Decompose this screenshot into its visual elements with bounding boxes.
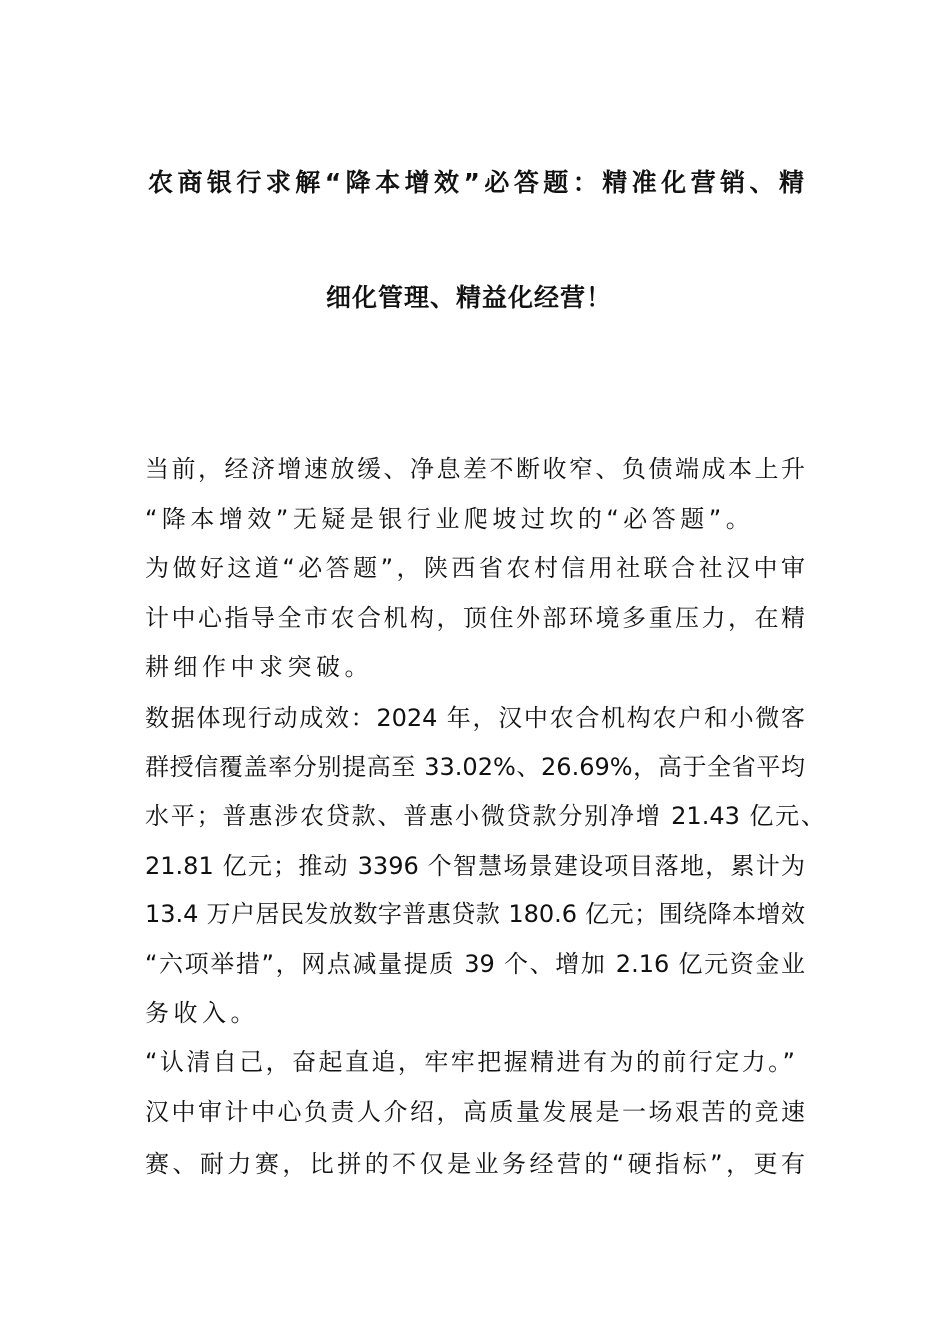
body-line: 数据体现行动成效：2024 年，汉中农合机构农户和小微客 [145,704,805,732]
body-line: 计中心指导全市农合机构，顶住外部环境多重压力，在精 [145,604,805,632]
body-line: 为做好这道“必答题”，陕西省农村信用社联合社汉中审 [145,554,805,582]
body-line: 13.4 万户居民发放数字普惠贷款 180.6 亿元；围绕降本增效 [145,900,805,928]
body-line: “认清自己，奋起直追，牢牢把握精进有为的前行定力。” [145,1048,795,1076]
document-title-line-1: 农商银行求解“降本增效”必答题：精准化营销、精 [148,168,804,197]
body-line: 赛、耐力赛，比拼的不仅是业务经营的“硬指标”，更有 [145,1150,805,1178]
body-line: 当前，经济增速放缓、净息差不断收窄、负债端成本上升 [145,455,805,483]
body-line: 水平；普惠涉农贷款、普惠小微贷款分别净增 21.43 亿元、 [145,802,825,830]
document-title-line-2: 细化管理、精益化经营！ [325,283,612,312]
body-line: 群授信覆盖率分别提高至 33.02%、26.69%，高于全省平均 [145,753,805,781]
body-line: 21.81 亿元；推动 3396 个智慧场景建设项目落地，累计为 [145,852,805,880]
body-line: 务收入。 [145,999,259,1027]
body-line: “降本增效”无疑是银行业爬坡过坎的“必答题”。 [145,505,755,533]
body-line: 耕细作中求突破。 [145,653,373,681]
body-line: “六项举措”，网点减量提质 39 个、增加 2.16 亿元资金业 [145,950,805,978]
body-line: 汉中审计中心负责人介绍，高质量发展是一场艰苦的竞速 [145,1098,805,1126]
